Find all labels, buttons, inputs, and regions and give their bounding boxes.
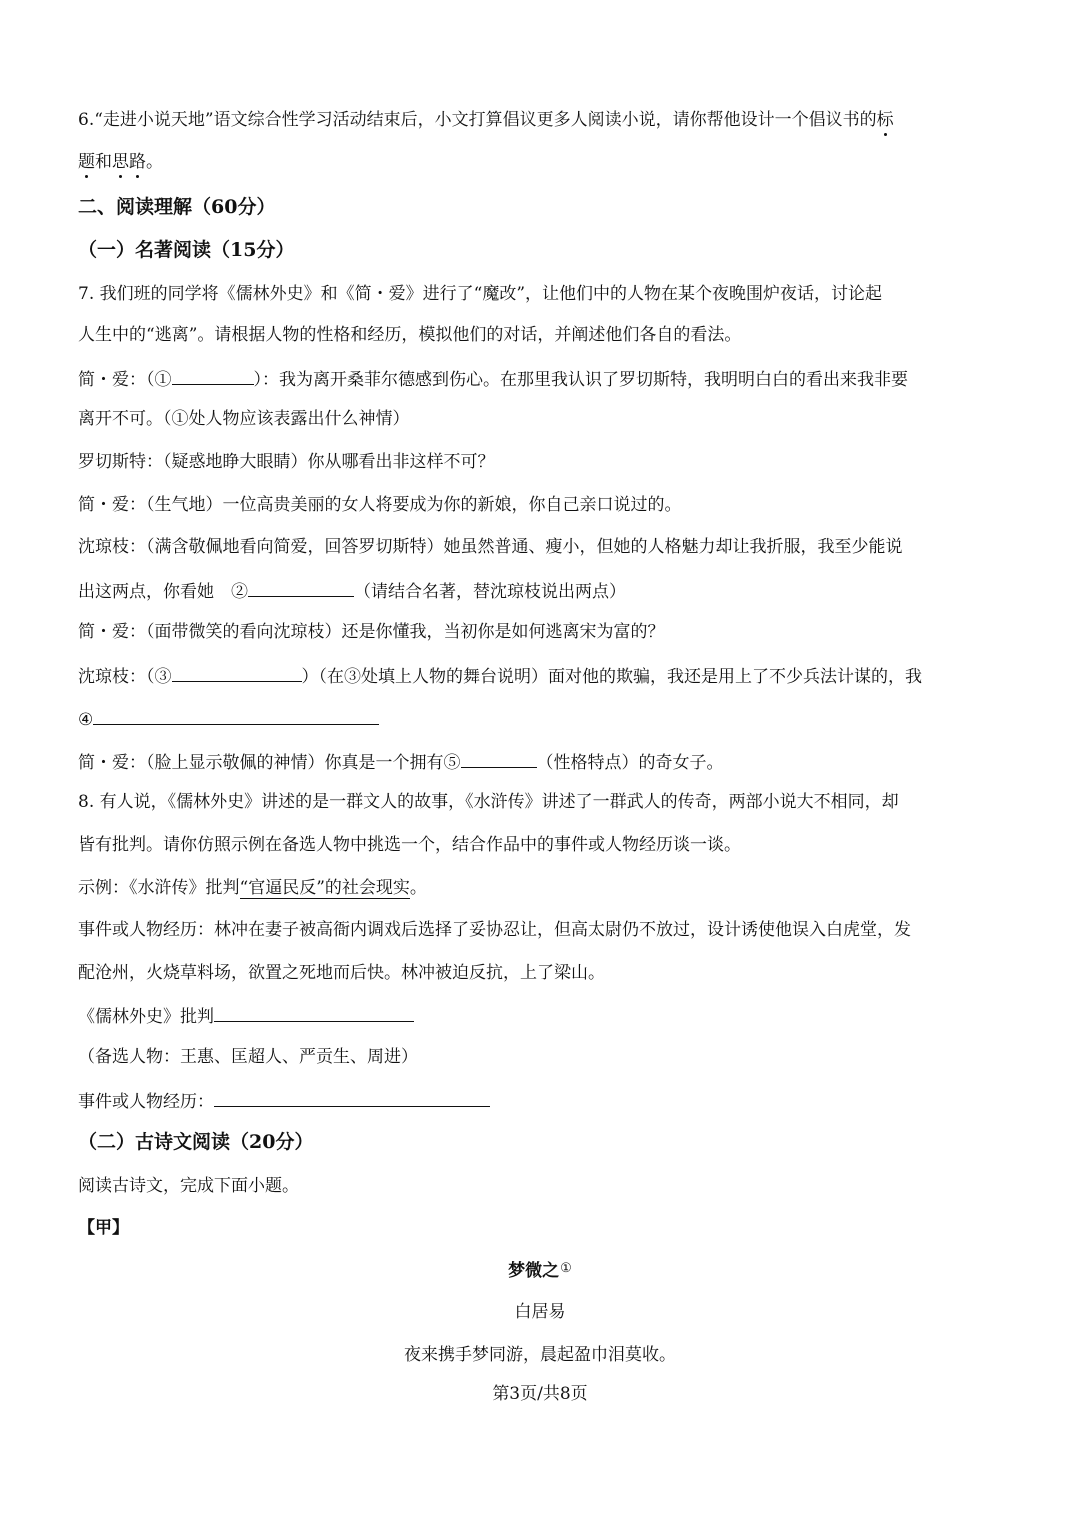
subsection-title-2: （二）古诗文阅读（20分） [78,1131,314,1153]
dialogue-text: ）（在③处填上人物的舞台说明）面对他的欺骗，我还是用上了不少兵法计谋的，我 [301,667,922,687]
q6-text: 6.“走进小说天地”语文综合性学习活动结束后，小文打算倡议更多人阅读小说，请你帮他设计一个倡议书的 [78,110,877,130]
section-title: 二、阅读理解（60分） [78,196,276,218]
emphasis-char: 路 [129,152,146,172]
q7-dialogue-3: 罗切斯特：（疑惑地睁大眼睛）你从哪看出非这样不可？ [78,452,495,472]
dialogue-text: 沈琼枝：（③ [78,667,172,687]
q7-intro-1: 7. 我们班的同学将《儒林外史》和《简・爱》进行了“魔改”，让他们中的人物在某个夜晚围炉夜话，讨论起 [78,284,883,304]
q7-dialogue-10 [78,749,724,775]
poem-line-1: 夜来携手梦同游，晨起盈巾泪莫收。 [404,1345,676,1365]
dialogue-text: 出这两点，你看她 ② [78,582,248,602]
q7-dialogue-8 [78,663,922,689]
page-number: 第3页/共8页 [492,1384,588,1404]
answer-label: 事件或人物经历： [78,1092,214,1112]
answer-blank-3[interactable] [172,663,302,682]
footnote-mark: ① [560,1261,572,1276]
q7-intro-2: 人生中的“逃离”。请根据人物的性格和经历，模拟他们的对话，并阐述他们各自的看法。 [78,325,742,345]
emphasis-char: 标 [876,110,894,130]
emphasis-char: 思 [112,152,129,172]
q6-text: 和 [95,152,112,172]
poem-intro: 阅读古诗文，完成下面小题。 [78,1176,299,1196]
q8-candidates: （备选人物：王惠、匡超人、严贡生、周进） [78,1047,418,1067]
dialogue-text: 简・爱：（① [78,370,172,390]
q8-intro-2: 皆有批判。请你仿照示例在备选人物中挑选一个，结合作品中的事件或人物经历谈一谈。 [78,835,741,855]
answer-blank-6[interactable] [214,1003,414,1022]
q8-answer-line [78,1003,414,1029]
answer-blank-4[interactable] [93,706,379,725]
q7-dialogue-7: 简・爱：（面带微笑的看向沈琼枝）还是你懂我，当初你是如何逃离宋为富的？ [78,622,665,642]
answer-blank-5[interactable] [461,749,537,768]
answer-blank-7[interactable] [214,1088,490,1107]
q7-dialogue-1 [78,366,908,392]
q7-dialogue-2: 离开不可。（①处人物应该表露出什么神情） [78,409,410,429]
q7-dialogue-6 [78,578,626,604]
q6-text: 。 [146,152,163,172]
q6-line-2 [78,150,163,174]
q7-dialogue-5: 沈琼枝：（满含敬佩地看向简爱，回答罗切斯特）她虽然普通、瘦小，但她的人格魅力却让我折服，我至少能说 [78,537,903,557]
dialogue-text: （性格特点）的奇女子。 [536,753,724,773]
q7-dialogue-4: 简・爱：（生气地）一位高贵美丽的女人将要成为你的新娘，你自己亲口说过的。 [78,495,682,515]
answer-blank-2[interactable] [248,578,354,597]
dialogue-text: （请结合名著，替沈琼枝说出两点） [354,582,626,602]
dialogue-text: 简・爱：（脸上显示敬佩的神情）你真是一个拥有⑤ [78,753,461,773]
subsection-title-1: （一）名著阅读（15分） [78,239,295,261]
q6-line-1 [78,108,894,132]
poem-author: 白居易 [514,1302,566,1322]
q8-event-1: 事件或人物经历：林冲在妻子被高衙内调戏后选择了妥协忍让，但高太尉仍不放过，设计诱使他误入白虎堂，发 [78,920,911,940]
q7-dialogue-9 [78,706,379,732]
poem-title [0,1257,1080,1283]
q8-answer-line-2 [78,1088,490,1114]
answer-blank-1[interactable] [172,366,254,385]
example-underlined: “官逼民反”的社会现实 [239,878,410,898]
example-text: 示例：《水浒传》批判 [78,878,240,898]
emphasis-char: 题 [78,152,95,172]
dialogue-text: ④ [78,710,94,730]
q8-intro-1: 8. 有人说，《儒林外史》讲述的是一群文人的故事，《水浒传》讲述了一群武人的传奇，两部小说大不相同，却 [78,792,899,812]
dialogue-text: ）：我为离开桑菲尔德感到伤心。在那里我认识了罗切斯特，我明明白白的看出来我非要 [253,370,908,390]
example-text: 。 [409,878,427,898]
poem-title-text: 梦微之 [508,1261,560,1281]
q8-event-2: 配沧州，火烧草料场，欲置之死地而后快。林冲被迫反抗，上了梁山。 [78,963,605,983]
answer-label: 《儒林外史》批判 [78,1007,214,1027]
poem-label: 【甲】 [78,1218,129,1238]
q8-example [78,876,427,900]
